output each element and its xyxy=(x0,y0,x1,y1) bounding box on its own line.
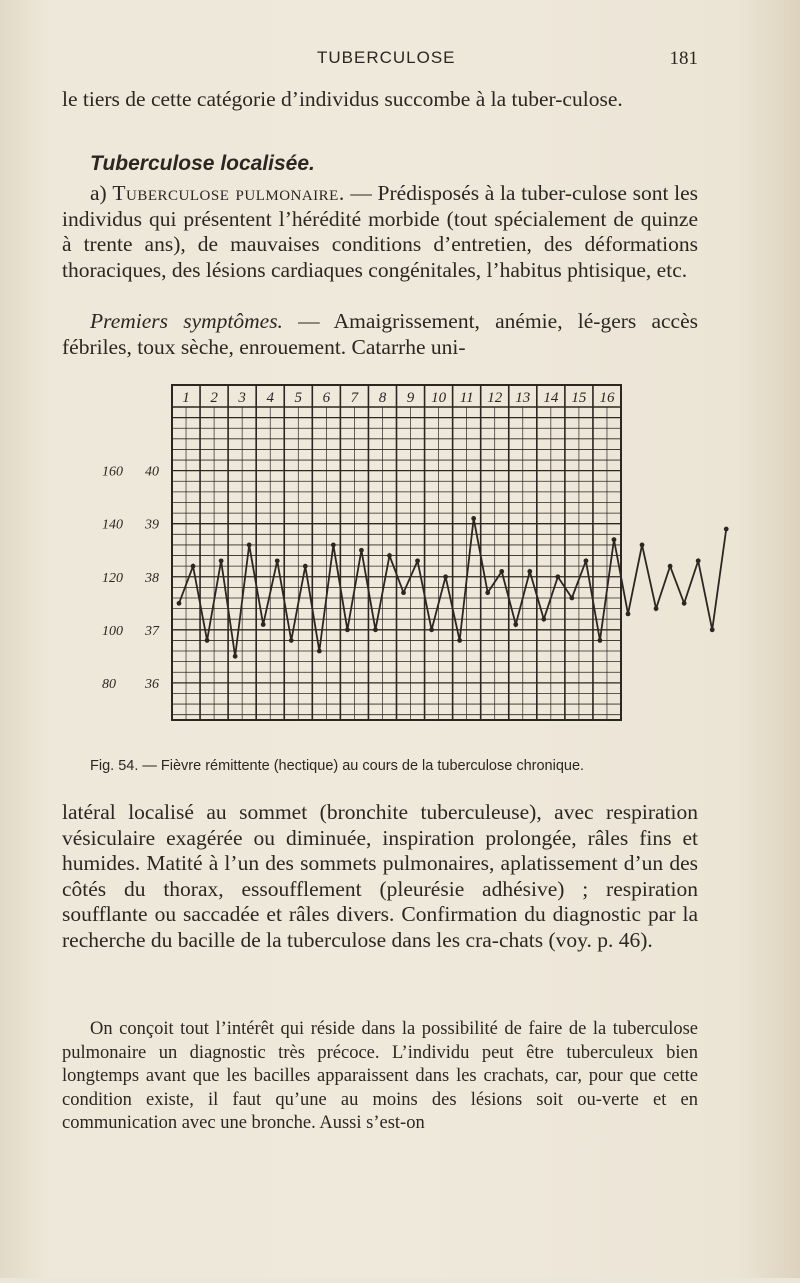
temperature-curve xyxy=(179,518,726,656)
temperature-label: 39 xyxy=(145,517,159,533)
figure-caption: Fig. 54. — Fièvre rémittente (hectique) au cours de la tuberculose chronique. xyxy=(90,758,585,774)
paragraph-intro: le tiers de cette catégorie d’individus succombe à la tuber-culose. xyxy=(62,87,623,111)
page-header xyxy=(62,48,698,72)
running-head: TUBERCULOSE xyxy=(317,48,456,67)
day-label: 13 xyxy=(515,390,531,406)
day-label: 15 xyxy=(571,390,587,406)
temperature-point xyxy=(471,516,476,521)
temperature-point xyxy=(373,627,378,632)
temperature-point xyxy=(401,590,406,595)
paragraph-diagnosis: On conçoit tout l’intérêt qui réside dans la possibilité de faire de la tuberculose pulmonaire un diagnostic très précoce. L’individu peut être tuberculeux bien longtemps avant que les bacilles apparaissent dans les crachats, car, pour que cette condition existe, il faut qu’une au moins des lésions soit ou-verte et en communication avec une bronche. Aussi s’est-on xyxy=(62,1019,698,1133)
temperature-point xyxy=(191,564,196,569)
paragraph-symptoms xyxy=(62,309,698,360)
temperature-label: 37 xyxy=(145,623,159,639)
temperature-point xyxy=(598,638,603,643)
temperature-point xyxy=(640,543,645,548)
temperature-point xyxy=(233,654,238,659)
temperature-point xyxy=(612,537,617,542)
day-label: 14 xyxy=(543,390,559,406)
temperature-point xyxy=(555,574,560,579)
temperature-label: 38 xyxy=(145,570,159,586)
temperature-point xyxy=(654,606,659,611)
pulse-label: 80 xyxy=(102,676,116,692)
day-label: 4 xyxy=(266,390,274,406)
day-label: 7 xyxy=(350,390,359,406)
temperature-point xyxy=(569,596,574,601)
temperature-point xyxy=(499,569,504,574)
temperature-point xyxy=(682,601,687,606)
day-label: 9 xyxy=(406,390,415,406)
temperature-point xyxy=(443,574,448,579)
temperature-point xyxy=(724,527,729,532)
paragraph-text: — Prédisposés à la tuber-culose sont les individus qui présentent l’hérédité morbide (tout spécialement de quinze à trente ans), de mauvaises conditions d’entretien, des déformations thoraciques, des lésions cardiaques congénitales, l’habitus phtisique, etc. xyxy=(62,181,699,282)
temperature-point xyxy=(513,622,518,627)
day-label: 5 xyxy=(294,390,303,406)
temperature-point xyxy=(626,611,631,616)
temperature-point xyxy=(429,627,434,632)
temperature-point xyxy=(247,543,252,548)
day-label: 1 xyxy=(182,390,190,406)
day-label: 12 xyxy=(487,390,503,406)
pulse-label: 120 xyxy=(102,570,123,586)
day-label: 16 xyxy=(599,390,615,406)
temperature-point xyxy=(668,564,673,569)
paragraph-pulmonary xyxy=(62,181,698,283)
symptoms-text: — Amaigrissement, anémie, lé-gers accès fébriles, toux sèche, enrouement. Catarrhe uni- xyxy=(62,309,698,359)
temperature-point xyxy=(415,558,420,563)
temperature-point xyxy=(541,617,546,622)
chart-frame xyxy=(172,385,621,720)
temperature-point xyxy=(289,638,294,643)
temperature-point xyxy=(345,627,350,632)
temperature-point xyxy=(457,638,462,643)
day-label: 10 xyxy=(431,390,447,406)
temperature-point xyxy=(696,558,701,563)
symptoms-title: Premiers symptômes. xyxy=(90,309,283,333)
day-label: 2 xyxy=(210,390,218,406)
subsection-title: Tuberculose pulmonaire. xyxy=(112,181,345,205)
pulse-label: 160 xyxy=(102,464,123,480)
day-label: 3 xyxy=(238,390,246,406)
temperature-point xyxy=(275,558,280,563)
paragraph-continued: latéral localisé au sommet (bronchite tuberculeuse), avec respiration vésiculaire exagérée ou diminuée, inspiration prolongée, râles fins et humides. Matité à l’un des sommets pulmonaires, aplatissement d’un des côtés du thorax, essoufflement (pleurésie adhésive) ; respiration soufflante ou saccadée et râles divers. Confirmation du diagnostic par la recherche du bacille de la tuberculose dans les cra-chats (voy. p. 46). xyxy=(62,800,698,952)
pulse-label: 100 xyxy=(102,623,123,639)
temperature-point xyxy=(303,564,308,569)
page-number: 181 xyxy=(669,48,698,69)
section-heading: Tuberculose localisée. xyxy=(90,152,315,175)
temperature-point xyxy=(387,553,392,558)
pulse-label: 140 xyxy=(102,517,123,533)
temperature-point xyxy=(317,649,322,654)
temperature-point xyxy=(331,543,336,548)
temperature-point xyxy=(584,558,589,563)
temperature-point xyxy=(219,558,224,563)
temperature-point xyxy=(485,590,490,595)
temperature-point xyxy=(710,627,715,632)
temperature-point xyxy=(261,622,266,627)
day-label: 8 xyxy=(378,390,387,406)
temperature-label: 40 xyxy=(145,464,159,480)
temperature-point xyxy=(205,638,210,643)
temperature-label: 36 xyxy=(145,676,159,692)
temperature-point xyxy=(177,601,182,606)
temperature-point xyxy=(527,569,532,574)
paragraph-label: a) xyxy=(90,181,107,205)
temperature-point xyxy=(359,548,364,553)
day-label: 11 xyxy=(459,390,474,406)
day-label: 6 xyxy=(322,390,331,406)
